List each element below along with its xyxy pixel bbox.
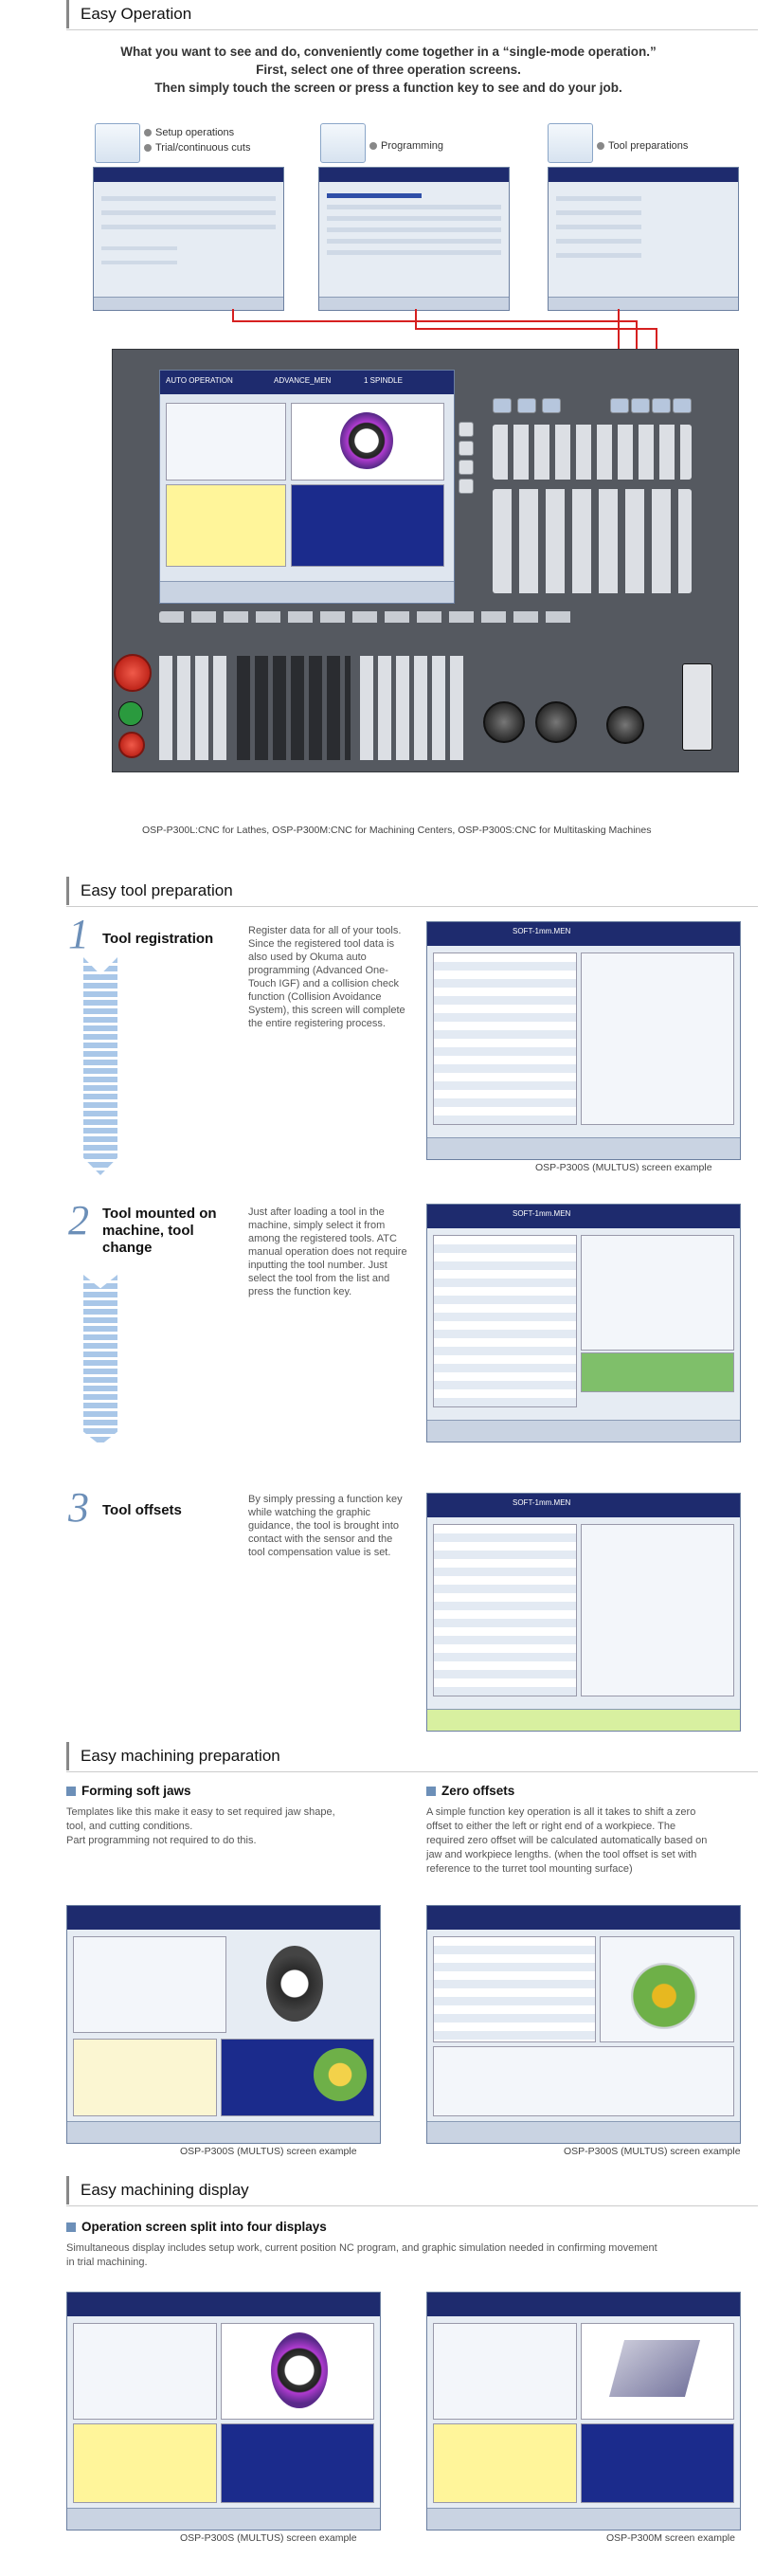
- step-number: 1: [68, 911, 89, 957]
- section-divider: [66, 1771, 758, 1772]
- setup-icon: [95, 123, 140, 163]
- mode-label: Tool preparations: [597, 140, 688, 152]
- step-flow-arrow: [83, 1275, 117, 1445]
- mode-label: Setup operations: [144, 127, 234, 138]
- keypad: [493, 398, 706, 607]
- easy-operation-caption: OSP-P300L:CNC for Lathes, OSP-P300M:CNC for Machining Centers, OSP-P300S:CNC for Multitasking Machines: [142, 825, 652, 836]
- axis-key-block: [360, 656, 464, 760]
- section-divider: [66, 906, 758, 907]
- tool-change-screen[interactable]: [426, 1204, 741, 1442]
- intro-line: First, select one of three operation screens.: [256, 63, 521, 77]
- connector-line: [232, 320, 638, 322]
- tool-registration-screen[interactable]: [426, 921, 741, 1160]
- step-title: Tool offsets: [102, 1502, 182, 1518]
- screen-caption: OSP-P300S (MULTUS) screen example: [180, 2532, 357, 2544]
- jaw-graphic: [266, 1946, 323, 2022]
- step-body: Just after loading a tool in the machine, simply select it from among the registered tools. ATC manual operation does not require inputting the tool number. Just select the tool from the list and press the function key.: [248, 1206, 407, 1297]
- chuck-graphic: [314, 2048, 367, 2101]
- screen-title: SOFT-1mm.MEN: [513, 927, 571, 935]
- zero-offsets-heading: Zero offsets: [426, 1784, 514, 1798]
- screen-caption: OSP-P300S (MULTUS) screen example: [180, 2146, 357, 2157]
- side-key[interactable]: [459, 441, 474, 456]
- mode-label: Programming: [369, 140, 443, 152]
- forming-soft-jaws-heading: Forming soft jaws: [66, 1784, 191, 1798]
- side-key[interactable]: [459, 422, 474, 437]
- screen-caption: OSP-P300S (MULTUS) screen example: [564, 2146, 741, 2157]
- easy-machining-preparation-heading: Easy machining preparation: [66, 1742, 280, 1770]
- feed-hold-button[interactable]: [118, 732, 145, 758]
- feedrate-override-knob[interactable]: [483, 701, 525, 743]
- cycle-start-button[interactable]: [118, 701, 143, 726]
- step-number: 3: [68, 1484, 89, 1531]
- step-flow-arrow: [83, 957, 117, 1175]
- easy-operation-intro: [76, 43, 701, 97]
- workpiece-zero-graphic: [631, 1963, 697, 2029]
- side-key[interactable]: [459, 460, 474, 475]
- workpiece-graphic: [340, 412, 393, 469]
- handwheel-knob[interactable]: [606, 706, 644, 744]
- tool-preparations-icon: [548, 123, 593, 163]
- screen-caption: OSP-P300M screen example: [606, 2532, 735, 2544]
- tool-preparation-screen-thumbnail[interactable]: [548, 167, 739, 311]
- step-title: Tool mounted on machine, tool change: [102, 1206, 217, 1256]
- four-displays-text: Simultaneous display includes setup work, current position NC program, and graphic simulation needed in confirming movement in trial machining.: [66, 2242, 657, 2268]
- function-key-row: [159, 611, 595, 628]
- spindle-override-knob[interactable]: [535, 701, 577, 743]
- zero-offsets-screen[interactable]: [426, 1905, 741, 2144]
- tool-offsets-screen[interactable]: [426, 1493, 741, 1732]
- easy-tool-preparation-heading: Easy tool preparation: [66, 877, 233, 905]
- mode-key-block: [159, 656, 227, 760]
- easy-operation-heading: Easy Operation: [66, 0, 191, 28]
- programming-screen-thumbnail[interactable]: [318, 167, 510, 311]
- forming-soft-jaws-text: Templates like this make it easy to set required jaw shape, tool, and cutting conditions. Part programming not required to do this.: [66, 1806, 335, 1846]
- four-split-screen-multus[interactable]: [66, 2292, 381, 2531]
- intro-line: Then simply touch the screen or press a function key to see and do your job.: [154, 81, 622, 95]
- step-body: Register data for all of your tools. Since the registered tool data is also used by Okuma auto programming (Advanced One-Touch IGF) and a collision check function (Collision Avoidance System), this screen will complete the entire registering process.: [248, 925, 405, 1029]
- zero-offsets-text: A simple function key operation is all it takes to shift a zero offset to either the left or right end of a workpiece. The required zero offset will be calculated automatically based on jaw and workpiece lengths. (when the tool offset is set with reference to the turret tool mounting surface): [426, 1806, 708, 1875]
- section-divider: [66, 29, 758, 30]
- step-title: Tool registration: [102, 931, 214, 947]
- step-body: By simply pressing a function key while watching the graphic guidance, the tool is brought into contact with the sensor and the tool compensation value is set.: [248, 1494, 403, 1558]
- screen-title: SOFT-1mm.MEN: [513, 1209, 571, 1218]
- intro-line: What you want to see and do, conveniently come together in a “single-mode operation.”: [120, 45, 657, 59]
- mode-label: Trial/continuous cuts: [144, 142, 250, 154]
- easy-machining-display-heading: Easy machining display: [66, 2176, 249, 2204]
- block-workpiece-graphic: [609, 2340, 700, 2397]
- operation-key-block: [237, 656, 351, 760]
- mode-label: AUTO OPERATION: [166, 376, 233, 385]
- step-number: 2: [68, 1197, 89, 1243]
- workpiece-graphic: [271, 2332, 328, 2408]
- connector-line: [415, 328, 657, 330]
- setup-screen-thumbnail[interactable]: [93, 167, 284, 311]
- program-label: ADVANCE_MEN: [274, 376, 332, 385]
- four-displays-heading: Operation screen split into four displays: [66, 2220, 327, 2234]
- connector-line: [415, 309, 417, 330]
- section-divider: [66, 2205, 758, 2206]
- four-split-screen-p300m[interactable]: [426, 2292, 741, 2531]
- soft-jaws-screen[interactable]: [66, 1905, 381, 2144]
- programming-icon: [320, 123, 366, 163]
- screen-caption: OSP-P300S (MULTUS) screen example: [535, 1162, 712, 1173]
- spindle-label: 1 SPINDLE: [364, 376, 403, 385]
- screen-title: SOFT-1mm.MEN: [513, 1498, 571, 1507]
- side-key[interactable]: [459, 479, 474, 494]
- main-cnc-screen[interactable]: [159, 370, 455, 604]
- usb-port: [682, 663, 712, 751]
- emergency-stop-button[interactable]: [114, 654, 152, 692]
